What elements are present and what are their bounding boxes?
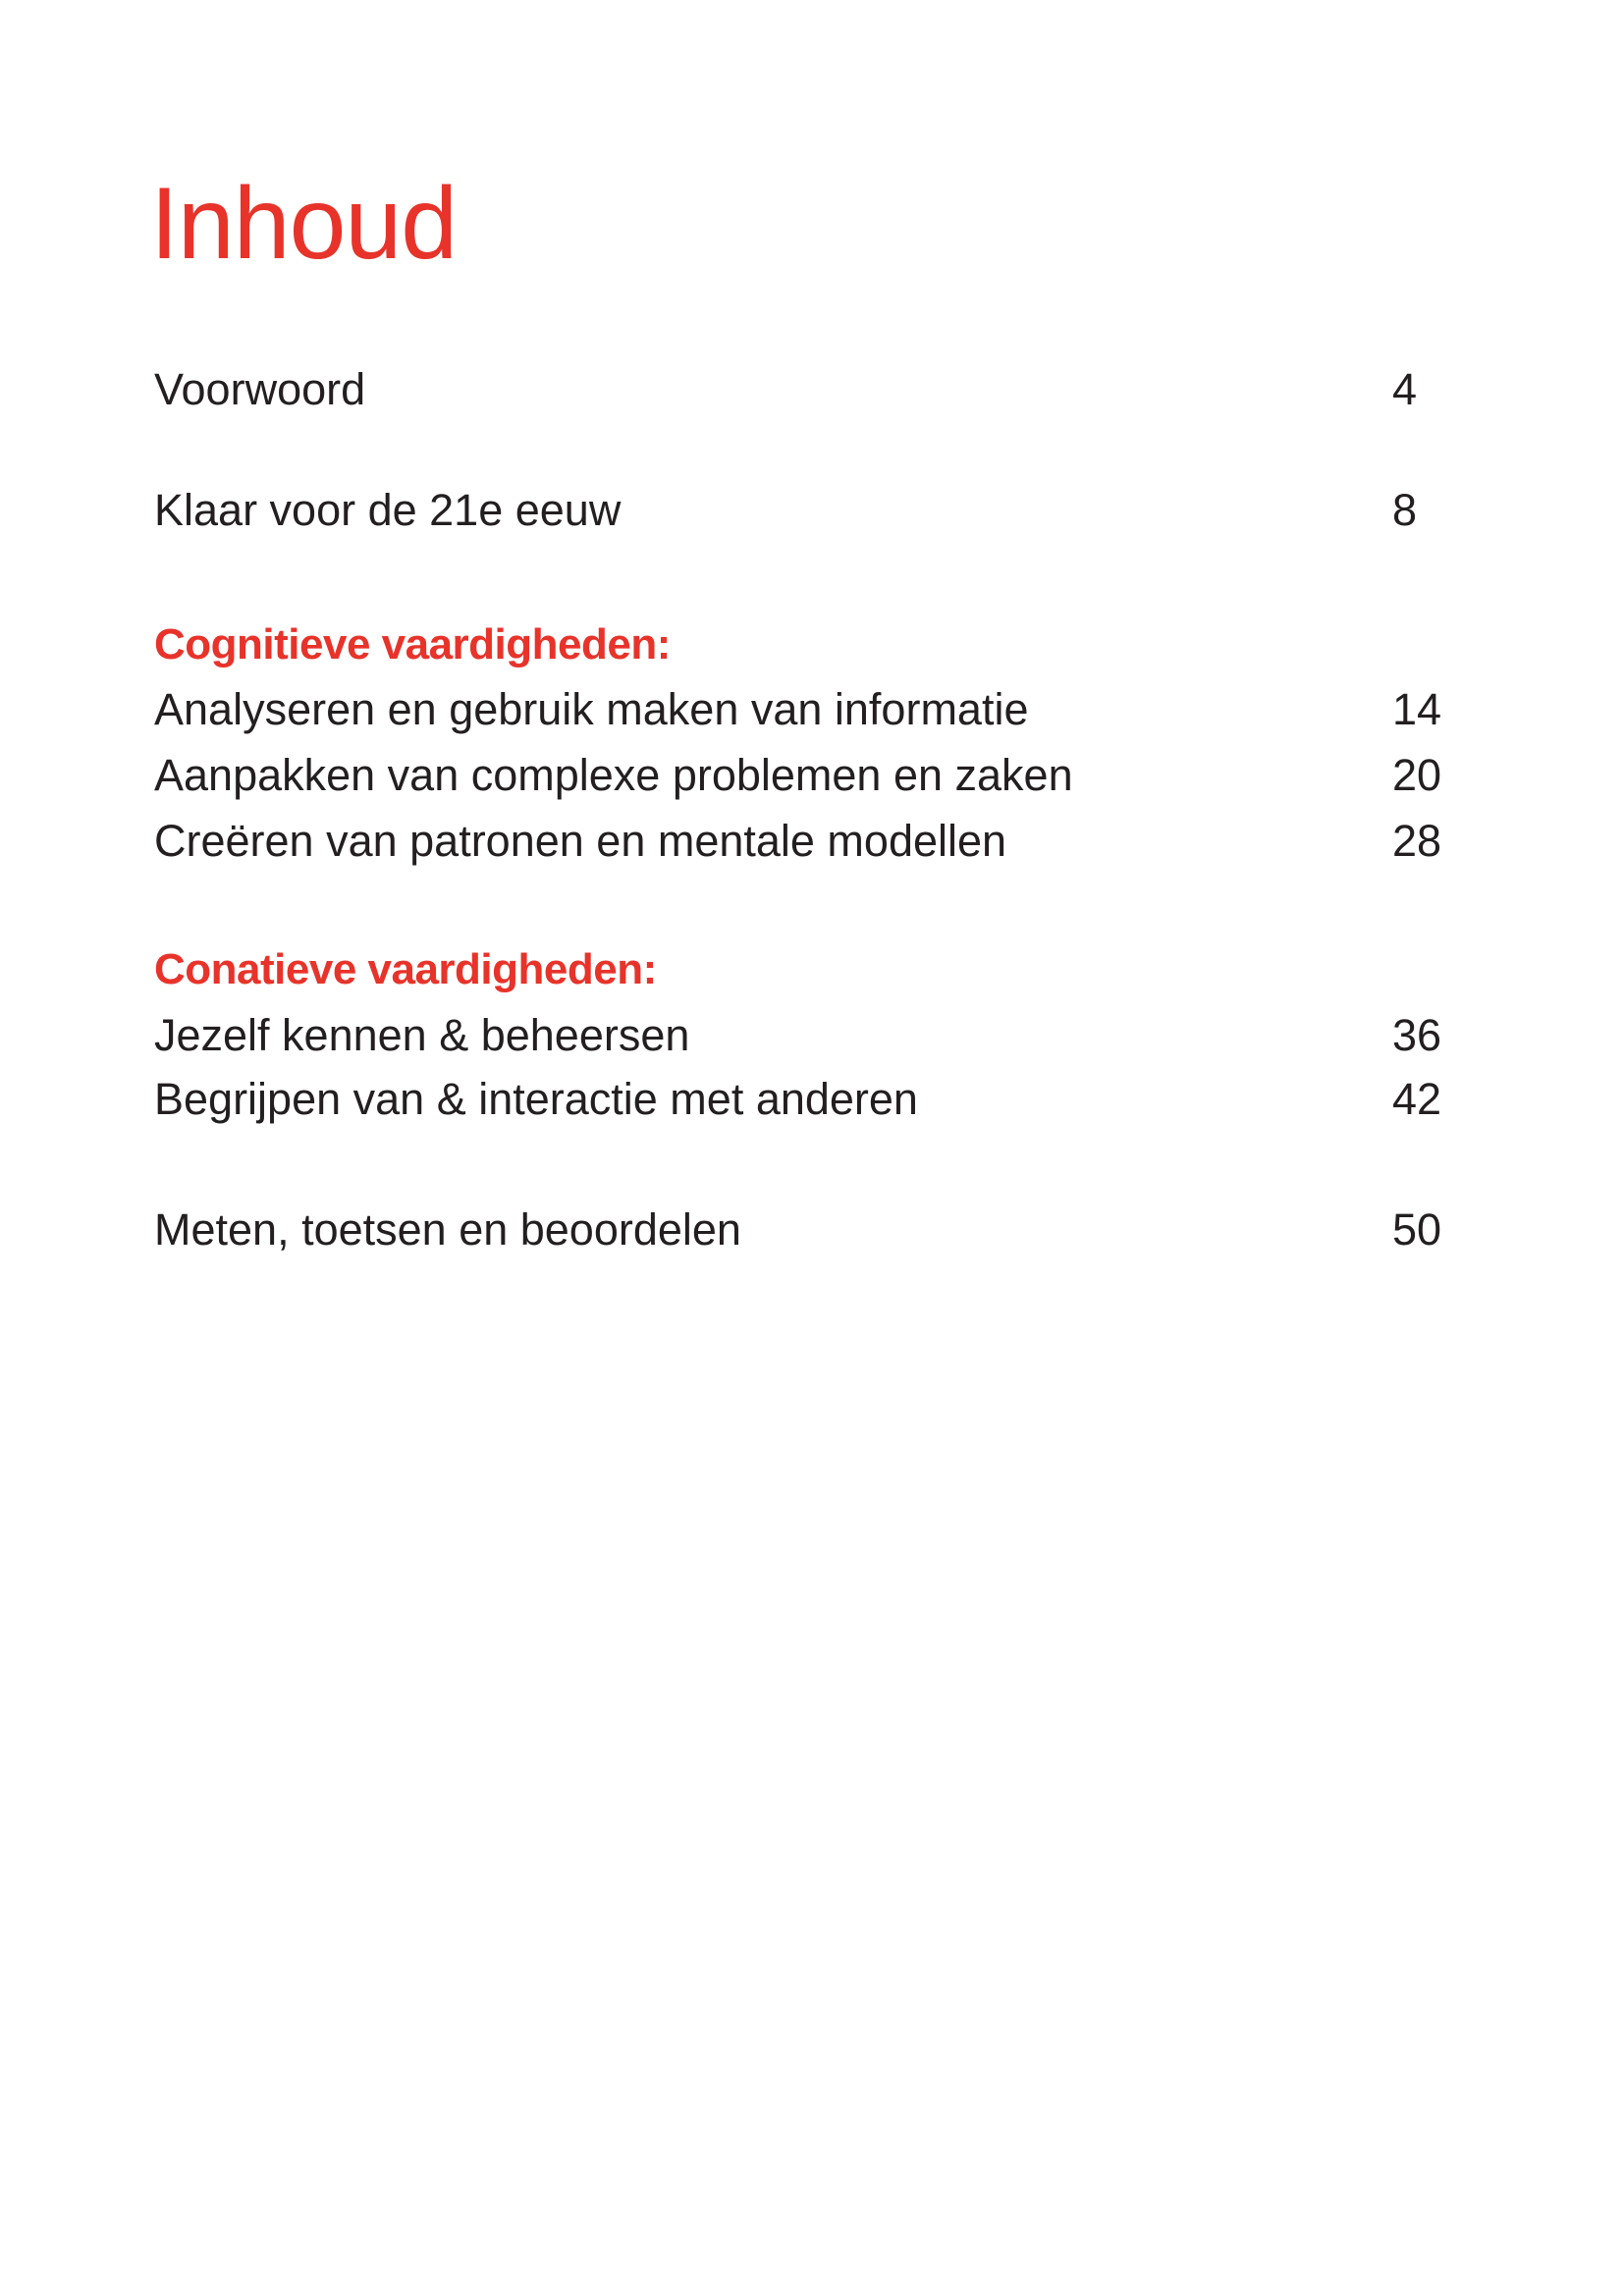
- toc-entry-label: Begrijpen van & interactie met anderen: [154, 1074, 918, 1124]
- toc-entry-begrijpen[interactable]: [154, 1070, 1470, 1129]
- toc-entry-creeren[interactable]: [154, 812, 1470, 871]
- toc-entry-aanpakken[interactable]: [154, 746, 1470, 805]
- toc-entry-analyseren[interactable]: [154, 680, 1470, 739]
- toc-entry-label: Analyseren en gebruik maken van informatie: [154, 684, 1029, 734]
- toc-page-number: 50: [1392, 1204, 1442, 1255]
- toc-entry-label: Voorwoord: [154, 364, 366, 414]
- toc-entry-label: Creëren van patronen en mentale modellen: [154, 816, 1007, 866]
- toc-page-number: 4: [1392, 364, 1418, 414]
- section-heading-conatieve: Conatieve vaardigheden:: [154, 945, 657, 993]
- toc-entry-label: Meten, toetsen en beoordelen: [154, 1204, 741, 1255]
- toc-entry-voorwoord[interactable]: [154, 360, 1470, 419]
- toc-page-number: 28: [1392, 816, 1442, 866]
- toc-page-number: 42: [1392, 1074, 1442, 1124]
- toc-page-number: 14: [1392, 684, 1442, 734]
- section-heading-cognitieve: Cognitieve vaardigheden:: [154, 620, 671, 668]
- toc-entry-label: Jezelf kennen & beheersen: [154, 1010, 690, 1060]
- toc-page-number: 36: [1392, 1010, 1442, 1060]
- toc-entry-meten[interactable]: [154, 1201, 1470, 1259]
- toc-entry-jezelf[interactable]: [154, 1006, 1470, 1065]
- page-title: Inhoud: [150, 167, 458, 281]
- toc-page-number: 20: [1392, 750, 1442, 800]
- toc-entry-klaar[interactable]: [154, 481, 1470, 540]
- toc-page-number: 8: [1392, 485, 1418, 535]
- toc-entry-label: Aanpakken van complexe problemen en zaken: [154, 750, 1073, 800]
- toc-entry-label: Klaar voor de 21e eeuw: [154, 485, 622, 535]
